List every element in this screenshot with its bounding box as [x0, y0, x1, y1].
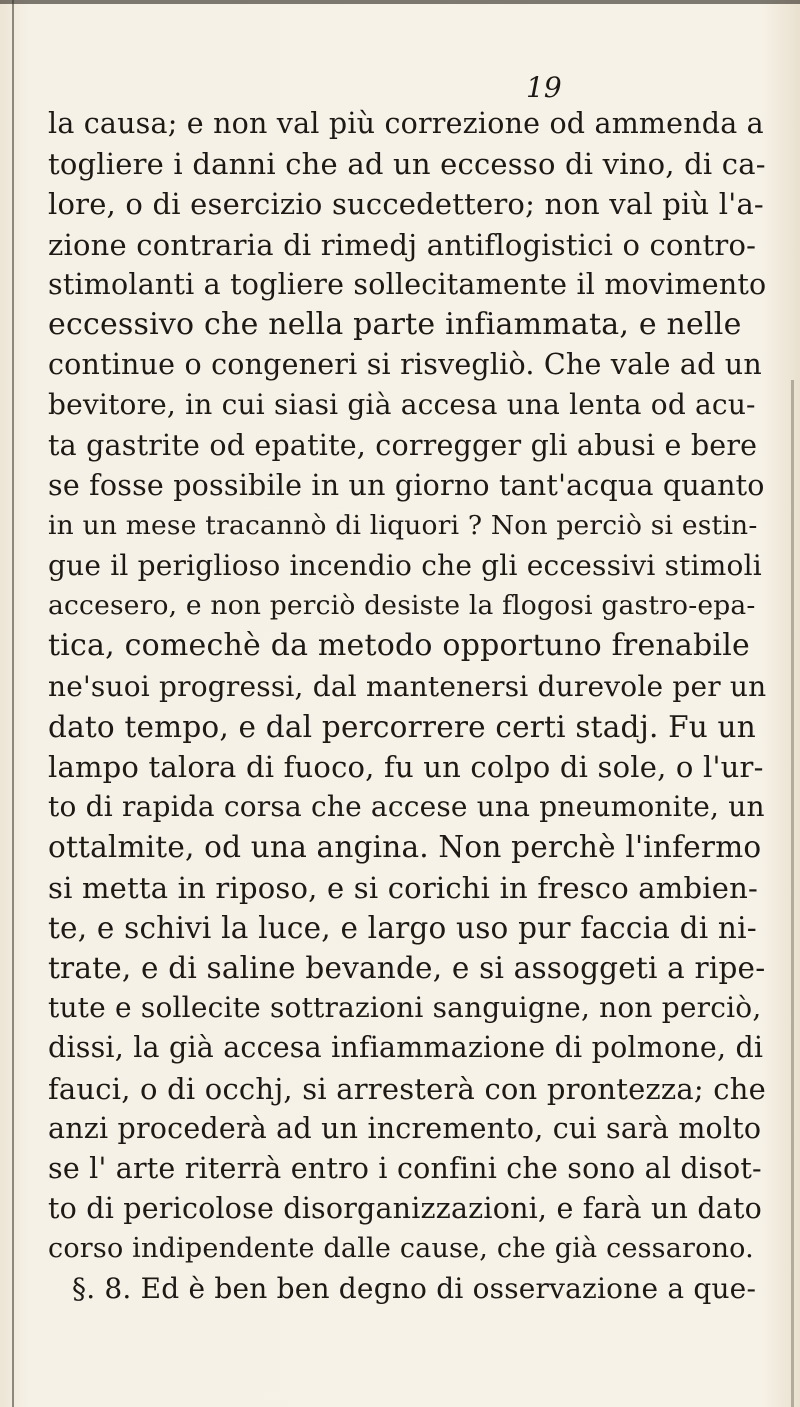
text-line: togliere i danni che ad un eccesso di vino, di ca- [48, 147, 766, 182]
text-line: se fosse possibile in un giorno tant'acqua quanto [48, 468, 765, 502]
text-line: dissi, la già accesa infiammazione di polmone, di [48, 1031, 764, 1065]
text-line: accesero, e non perciò desiste la flogosi gastro-epa- [48, 590, 756, 622]
text-line: lore, o di esercizio succedettero; non val più l'a- [48, 187, 764, 222]
text-line: tica, comechè da metodo opportuno frenabile [48, 628, 750, 664]
text-line: ta gastrite od epatite, corregger gli abusi e bere [48, 428, 758, 462]
text-line: te, e schivi la luce, e largo uso pur faccia di ni- [48, 910, 757, 945]
binding-edge [12, 0, 14, 1407]
text-line: ne'suoi progressi, dal mantenersi durevole per un [48, 669, 767, 703]
top-page-edge [0, 0, 800, 4]
text-line: to di rapida corsa che accese una pneumonite, un [48, 790, 765, 824]
text-line: la causa; e non val più correzione od ammenda a [48, 107, 764, 140]
text-line: continue o congeneri si risvegliò. Che vale ad un [48, 348, 762, 382]
text-line: zione contraria di rimedj antiflogistici o contro- [48, 227, 757, 262]
body-text [48, 104, 766, 1310]
text-line: eccessivo che nella parte infiammata, e nelle [48, 306, 742, 342]
text-line: ottalmite, od una angina. Non perchè l'infermo [48, 830, 762, 865]
page-edge-shadow [791, 380, 794, 1407]
text-line: bevitore, in cui siasi già accesa una lenta od acu- [48, 388, 756, 422]
text-line: tute e sollecite sottrazioni sanguigne, non perciò, [48, 991, 762, 1025]
text-line: si metta in riposo, e si corichi in fresco ambien- [48, 870, 758, 905]
text-line: stimolanti a togliere sollecitamente il movimento [48, 267, 767, 301]
text-line: dato tempo, e dal percorrere certi stadj. Fu un [48, 709, 756, 744]
section-heading-line: §. 8. Ed è ben ben degno di osservazione a que- [72, 1272, 757, 1306]
text-line: lampo talora di fuoco, fu un colpo di sole, o l'ur- [48, 750, 764, 784]
text-line: in un mese tracannò di liquori ? Non perciò si estin- [48, 509, 758, 541]
text-line: corso indipendente dalle cause, che già cessarono. [48, 1233, 754, 1265]
text-line: to di pericolose disorganizzazioni, e farà un dato [48, 1192, 763, 1226]
page-number: 19 [526, 71, 562, 104]
text-line: anzi procederà ad un incremento, cui sarà molto [48, 1111, 762, 1145]
text-line: trate, e di saline bevande, e si assoggeti a ripe- [48, 950, 766, 985]
text-line: gue il periglioso incendio che gli eccessivi stimoli [48, 549, 762, 583]
text-line: fauci, o di occhj, si arresterà con prontezza; che [48, 1071, 766, 1106]
text-line: se l' arte riterrà entro i confini che sono al disot- [48, 1151, 762, 1185]
